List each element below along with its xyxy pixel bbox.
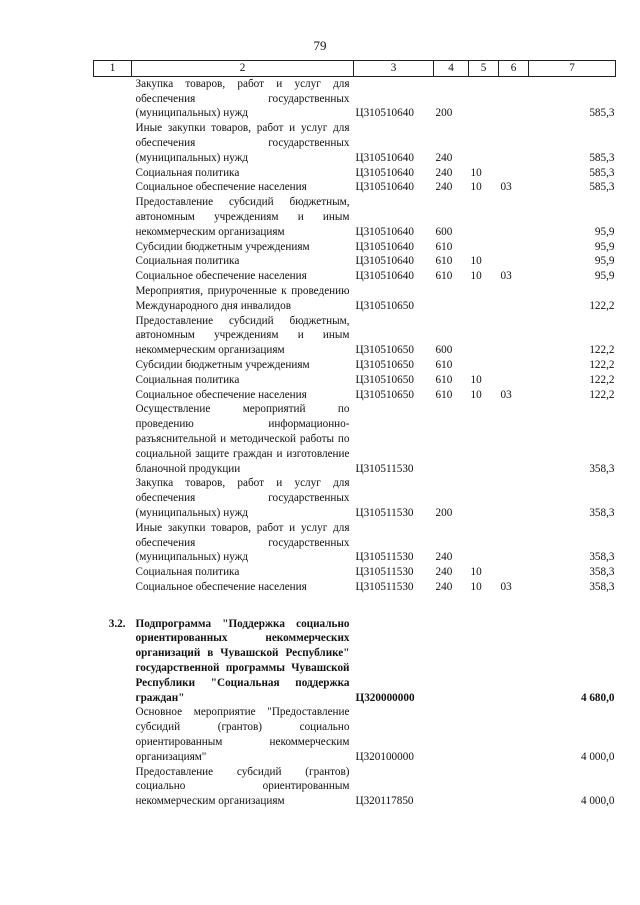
row-number: 3.2.: [108, 617, 126, 630]
row-subsection: [499, 705, 529, 764]
row-amount: 4 000,0: [580, 795, 615, 808]
row-subsection: [499, 76, 529, 121]
row-subsection: 03: [500, 388, 512, 401]
row-number: [94, 358, 132, 373]
row-amount: 4 680,0: [580, 691, 615, 704]
row-amount: 585,3: [589, 107, 615, 120]
row-target-code: Ц310510640: [355, 255, 414, 268]
row-number: [94, 565, 132, 580]
row-subsection: [499, 166, 529, 181]
row-description: Предоставление субсидий (грантов) социально ориентированным некоммерческим организациям: [135, 765, 350, 808]
row-target-code: Ц320117850: [355, 795, 414, 808]
table-body: [94, 76, 616, 809]
row-amount: 585,3: [589, 151, 615, 164]
row-number: [94, 240, 132, 255]
row-expense-type: 610: [435, 240, 453, 253]
row-amount: 95,9: [594, 240, 615, 253]
row-target-code: Ц310510640: [355, 270, 414, 283]
row-section: 10: [470, 388, 482, 401]
row-number: [94, 373, 132, 388]
spacer-cell: [94, 595, 616, 617]
row-amount: 358,3: [589, 551, 615, 564]
row-number: [94, 180, 132, 195]
row-expense-type: [434, 617, 469, 706]
row-description: Социальное обеспечение населения: [135, 388, 307, 401]
header-cell: 1: [94, 61, 132, 77]
row-amount: 122,2: [589, 373, 615, 386]
row-section: 10: [470, 566, 482, 579]
row-number: [94, 121, 132, 165]
row-expense-type: 240: [435, 151, 453, 164]
row-subsection: [499, 765, 529, 809]
row-number: [94, 254, 132, 269]
table-row: [94, 476, 616, 520]
row-number: [94, 402, 132, 476]
row-number: [94, 314, 132, 358]
row-number: [94, 269, 132, 284]
row-description: Закупка товаров, работ и услуг для обеспечения государственных (муниципальных) нужд: [135, 477, 350, 519]
row-expense-type: [434, 705, 469, 764]
table-row: [94, 705, 616, 764]
row-section: [469, 765, 499, 809]
table-row: [94, 254, 616, 269]
table-row: [94, 284, 616, 314]
row-number: [94, 195, 132, 239]
row-target-code: Ц310510640: [355, 151, 414, 164]
header-cell: 3: [354, 61, 434, 77]
row-section: [469, 358, 499, 373]
row-amount: 4 000,0: [580, 750, 615, 763]
row-amount: 358,3: [589, 566, 615, 579]
row-subsection: [499, 402, 529, 476]
row-target-code: Ц310510640: [355, 225, 414, 238]
row-expense-type: 240: [435, 551, 453, 564]
row-section: 10: [470, 181, 482, 194]
table-row: [94, 240, 616, 255]
row-number: [94, 476, 132, 520]
table-row: [94, 358, 616, 373]
row-target-code: Ц310510650: [355, 373, 414, 386]
row-description: Социальная политика: [135, 166, 240, 179]
row-description: Предоставление субсидий бюджетным, автономным учреждениям и иным некоммерческим организациям: [135, 314, 350, 357]
table-row: [94, 269, 616, 284]
row-subsection: [499, 240, 529, 255]
row-amount: 95,9: [594, 255, 615, 268]
table-row: [94, 617, 616, 706]
row-section: 10: [470, 580, 482, 593]
budget-table: [93, 60, 616, 809]
row-subsection: [499, 314, 529, 358]
row-target-code: Ц310510640: [355, 107, 414, 120]
row-expense-type: 240: [435, 166, 453, 179]
table-row: [94, 373, 616, 388]
row-section: [469, 314, 499, 358]
row-number: [94, 76, 132, 121]
row-expense-type: 610: [435, 270, 453, 283]
row-description: Иные закупки товаров, работ и услуг для обеспечения государственных (муниципальных) нужд: [135, 521, 350, 564]
row-number: [94, 765, 132, 809]
row-target-code: Ц310511530: [355, 566, 414, 579]
table-row: [94, 565, 616, 580]
row-target-code: Ц310511530: [355, 506, 414, 519]
row-section: [469, 240, 499, 255]
row-subsection: [499, 195, 529, 239]
row-section: [469, 195, 499, 239]
row-target-code: Ц310510650: [355, 388, 414, 401]
row-target-code: Ц310511530: [355, 462, 414, 475]
row-expense-type: 610: [435, 373, 453, 386]
row-subsection: 03: [500, 181, 512, 194]
row-section: [469, 284, 499, 314]
row-section: 10: [470, 255, 482, 268]
row-target-code: Ц310511530: [355, 551, 414, 564]
row-amount: 585,3: [589, 181, 615, 194]
row-description: Подпрограмма "Поддержка социально ориентированных некоммерческих организаций в Чувашской Республике" государственной программы Чувашской Республики "Социальная поддержка граждан": [135, 617, 350, 704]
row-subsection: 03: [500, 270, 512, 283]
row-amount: 122,2: [589, 358, 615, 371]
row-number: [94, 166, 132, 181]
row-expense-type: [434, 284, 469, 314]
row-subsection: [499, 373, 529, 388]
row-amount: 585,3: [589, 166, 615, 179]
row-subsection: [499, 617, 529, 706]
row-expense-type: 600: [435, 344, 453, 357]
row-target-code: Ц310510640: [355, 166, 414, 179]
row-description: Социальное обеспечение населения: [135, 181, 307, 194]
row-section: [469, 705, 499, 764]
table-row: [94, 121, 616, 165]
row-subsection: [499, 254, 529, 269]
row-amount: 122,2: [589, 344, 615, 357]
row-amount: 358,3: [589, 580, 615, 593]
row-number: [94, 521, 132, 565]
row-expense-type: [434, 402, 469, 476]
row-description: Субсидии бюджетным учреждениям: [135, 240, 310, 253]
table-row: [94, 180, 616, 195]
table-row: [94, 765, 616, 809]
row-target-code: Ц310510640: [355, 240, 414, 253]
row-number: [94, 284, 132, 314]
table-row: [94, 314, 616, 358]
row-section: 10: [470, 166, 482, 179]
row-expense-type: 240: [435, 566, 453, 579]
row-subsection: [499, 284, 529, 314]
row-description: Закупка товаров, работ и услуг для обеспечения государственных (муниципальных) нужд: [135, 77, 350, 120]
row-number: [94, 580, 132, 595]
row-amount: 358,3: [589, 462, 615, 475]
table-row: [94, 195, 616, 239]
row-target-code: Ц310510650: [355, 358, 414, 371]
row-description: Субсидии бюджетным учреждениям: [135, 358, 310, 371]
row-target-code: Ц320000000: [355, 691, 415, 704]
row-section: [469, 521, 499, 565]
row-description: Осуществление мероприятий по проведению информационно-разъяснительной и методической работы по социальной защите граждан и изготовление бланочной продукции: [135, 403, 350, 475]
table-row: [94, 402, 616, 476]
row-amount: 122,2: [589, 388, 615, 401]
header-cell: 4: [434, 61, 469, 77]
row-expense-type: 200: [435, 107, 453, 120]
row-expense-type: 610: [435, 388, 453, 401]
table-row: [94, 166, 616, 181]
row-expense-type: [434, 765, 469, 809]
row-section: 10: [470, 373, 482, 386]
row-amount: 358,3: [589, 506, 615, 519]
header-cell: 6: [499, 61, 529, 77]
row-description: Социальное обеспечение населения: [135, 580, 307, 593]
row-number: [94, 388, 132, 403]
row-amount: 95,9: [594, 270, 615, 283]
row-description: Мероприятия, приуроченные к проведению Международного дня инвалидов: [135, 284, 350, 312]
row-expense-type: 240: [435, 181, 453, 194]
row-description: Иные закупки товаров, работ и услуг для обеспечения государственных (муниципальных) нужд: [135, 122, 350, 164]
header-cell: 5: [469, 61, 499, 77]
row-amount: 122,2: [589, 299, 615, 312]
row-target-code: Ц310511530: [355, 580, 414, 593]
row-section: [469, 402, 499, 476]
page-number: 79: [313, 38, 327, 53]
table-row: [94, 76, 616, 121]
row-section: [469, 476, 499, 520]
row-expense-type: 200: [435, 506, 453, 519]
row-subsection: [499, 521, 529, 565]
row-subsection: [499, 476, 529, 520]
row-subsection: [499, 121, 529, 165]
row-description: Социальная политика: [135, 566, 240, 579]
row-number: [94, 705, 132, 764]
row-subsection: [499, 358, 529, 373]
row-section: 10: [470, 270, 482, 283]
row-expense-type: 240: [435, 580, 453, 593]
row-description: Социальная политика: [135, 373, 240, 386]
row-description: Предоставление субсидий бюджетным, автономным учреждениям и иным некоммерческим организациям: [135, 196, 350, 238]
row-target-code: Ц320100000: [355, 750, 414, 763]
spacer-row: [94, 595, 616, 617]
row-section: [469, 121, 499, 165]
row-subsection: 03: [500, 580, 512, 593]
row-description: Социальное обеспечение населения: [135, 270, 307, 283]
row-target-code: Ц310510640: [355, 181, 414, 194]
row-section: [469, 76, 499, 121]
row-subsection: [499, 565, 529, 580]
header-cell: 7: [529, 61, 616, 77]
table-row: [94, 521, 616, 565]
row-target-code: Ц310510650: [355, 344, 414, 357]
table-row: [94, 580, 616, 595]
row-expense-type: 610: [435, 358, 453, 371]
row-target-code: Ц310510650: [355, 299, 414, 312]
row-section: [469, 617, 499, 706]
table-row: [94, 388, 616, 403]
row-expense-type: 610: [435, 255, 453, 268]
row-amount: 95,9: [594, 225, 615, 238]
header-cell: 2: [132, 61, 354, 77]
header-row: [94, 61, 616, 77]
row-expense-type: 600: [435, 225, 453, 238]
row-description: Основное мероприятие "Предоставление субсидий (грантов) социально ориентированным некоммерческим организациям": [135, 706, 350, 763]
row-description: Социальная политика: [135, 255, 240, 268]
